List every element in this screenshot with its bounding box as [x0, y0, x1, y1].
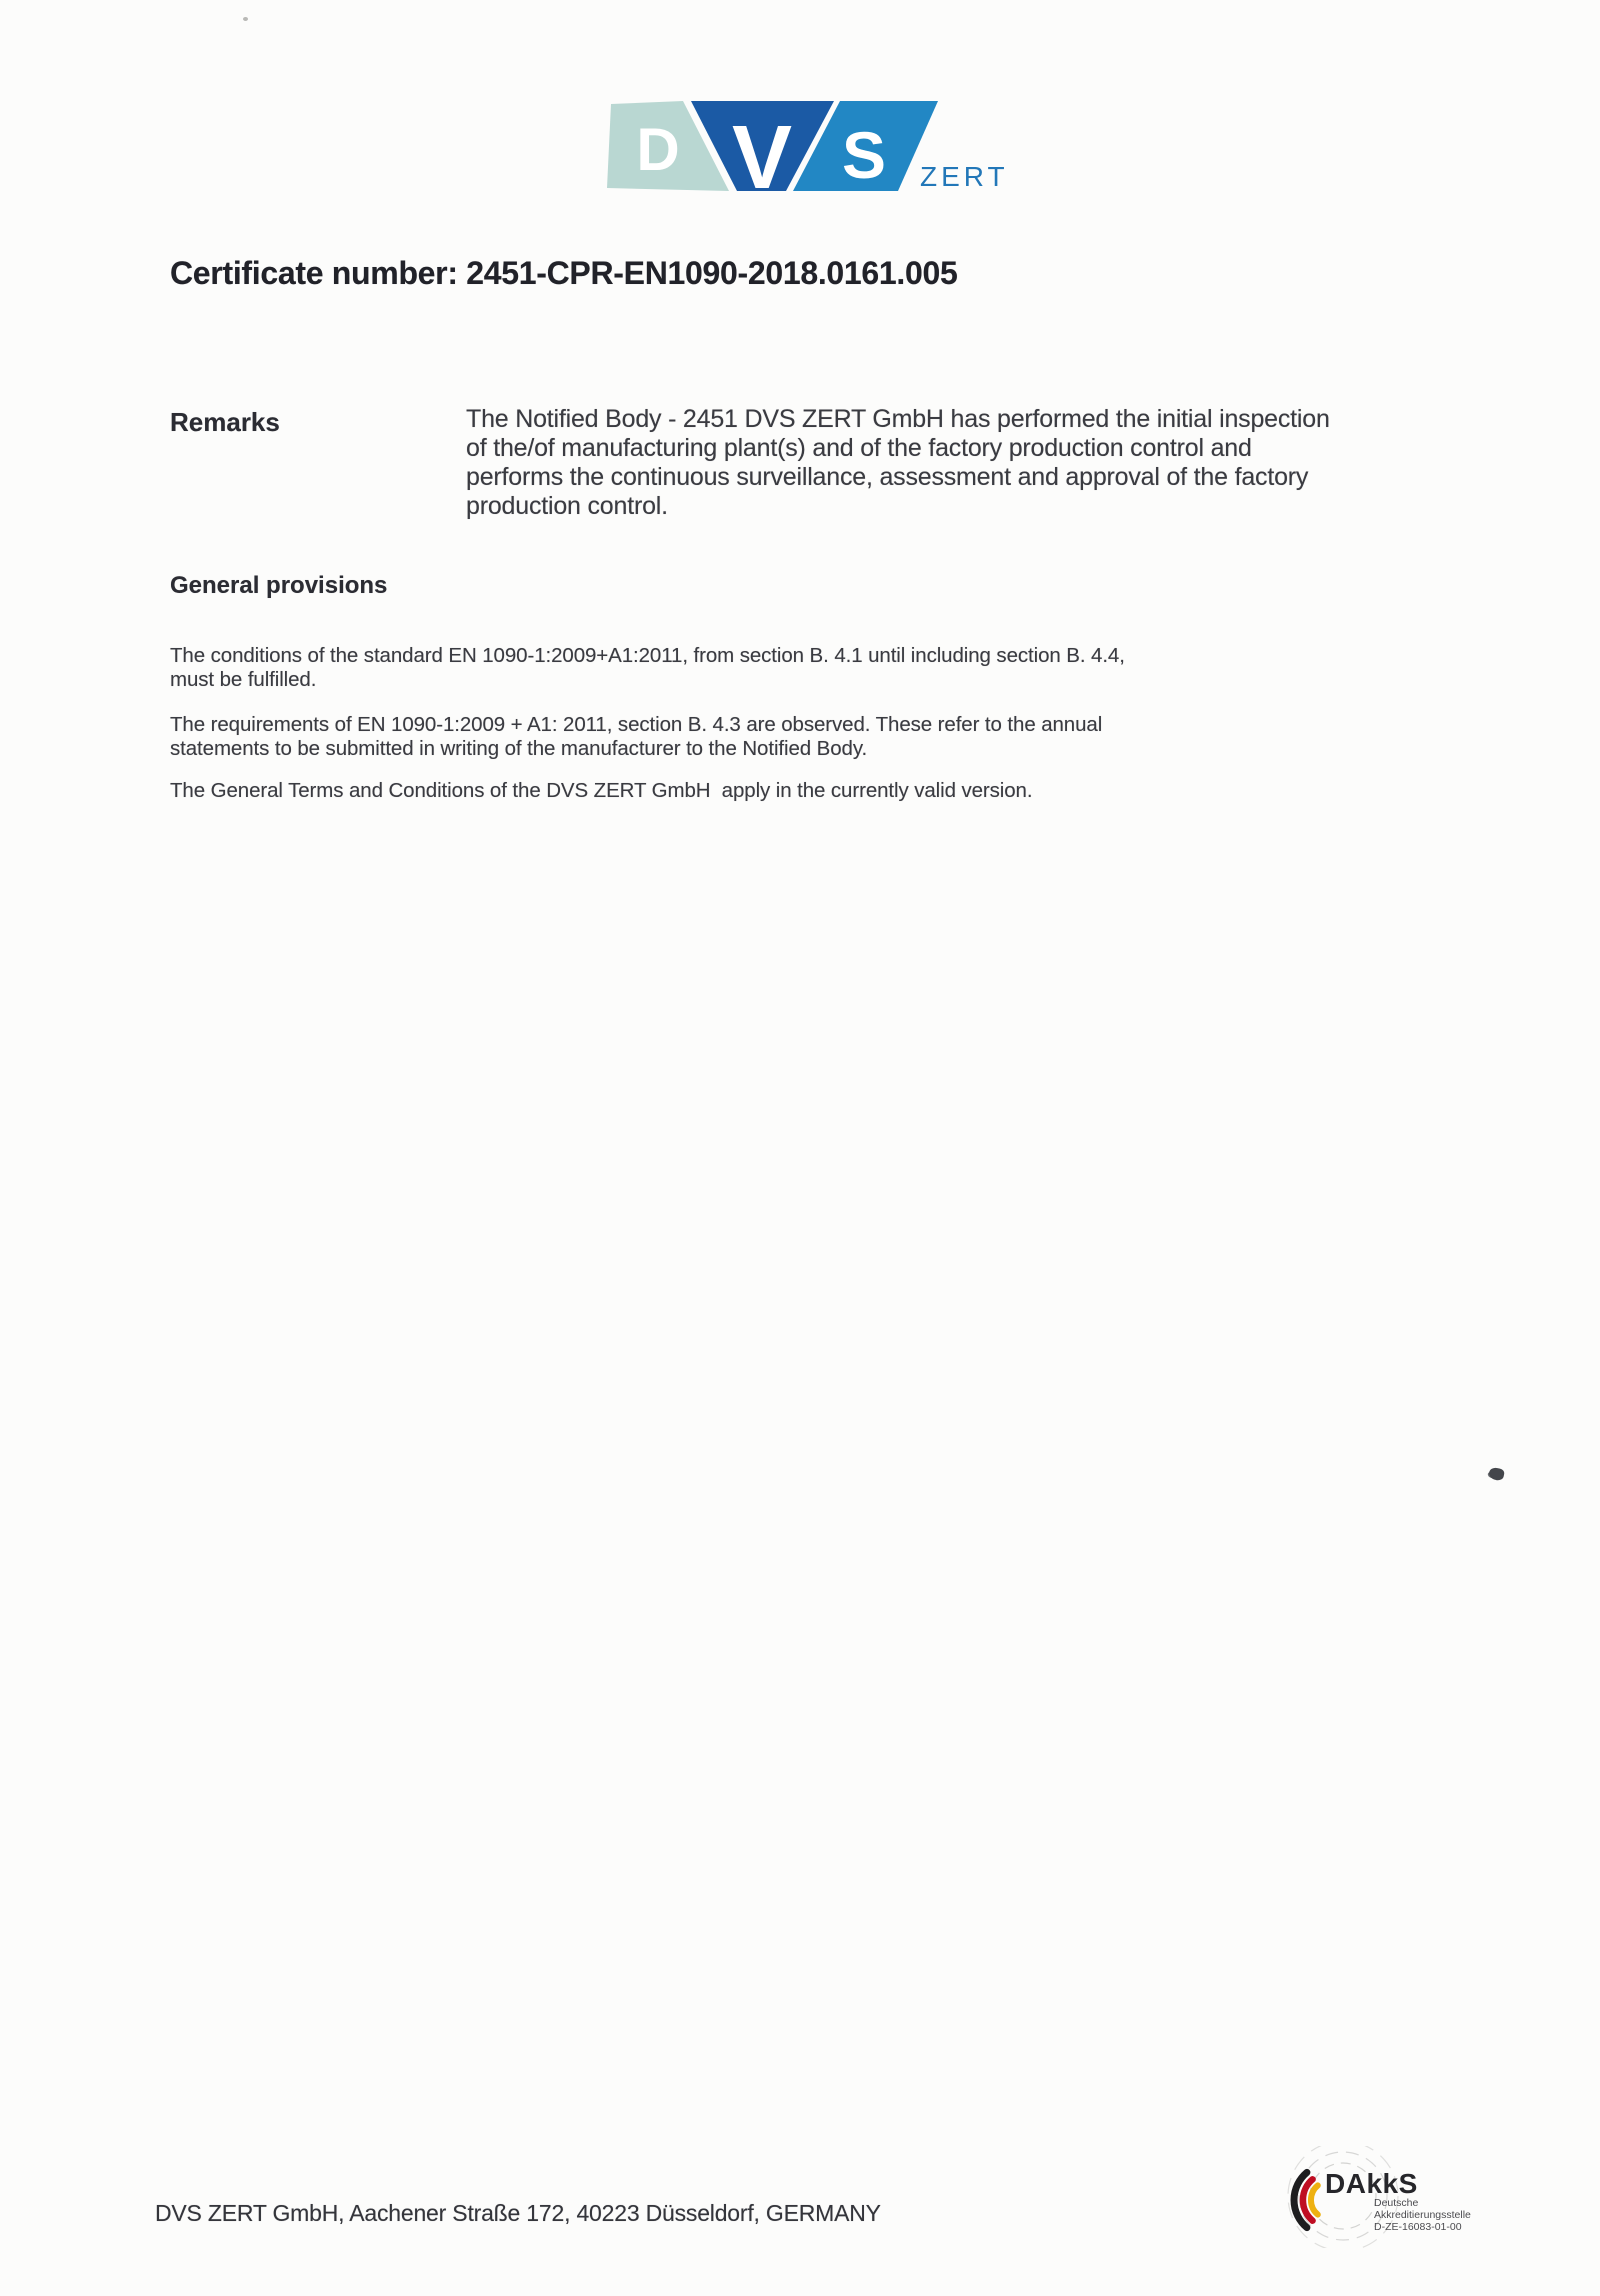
- remarks-line: The Notified Body - 2451 DVS ZERT GmbH has performed the initial inspection: [466, 405, 1330, 433]
- ink-smudge: [1488, 1467, 1505, 1482]
- logo-letter-s: S: [841, 118, 887, 192]
- paragraph-line: The conditions of the standard EN 1090-1:2009+A1:2011, from section B. 4.1 until including section B. 4.4,: [170, 644, 1125, 667]
- remarks-label: Remarks: [170, 407, 280, 437]
- remarks-text: [466, 405, 1330, 521]
- dakks-subline-1: Deutsche: [1374, 2197, 1419, 2209]
- dakks-subline-2: Akkreditierungsstelle: [1374, 2209, 1471, 2221]
- paragraph-line: must be fulfilled.: [170, 667, 317, 691]
- remarks-line: of the/of manufacturing plant(s) and of the factory production control and: [466, 434, 1252, 462]
- provision-paragraph: [170, 779, 1032, 803]
- logo-zert-text: ZERT: [920, 161, 1009, 192]
- paragraph-line: The General Terms and Conditions of the DVS ZERT GmbH apply in the currently valid version.: [170, 779, 1033, 802]
- dvs-zert-logo: [602, 96, 1014, 196]
- dakks-accreditation-logo: [1281, 2146, 1496, 2248]
- general-provisions-heading: General provisions: [170, 572, 388, 599]
- provision-paragraph: [170, 713, 1102, 760]
- dakks-subline-3: D-ZE-16083-01-00: [1374, 2221, 1462, 2233]
- logo-letter-d: D: [636, 116, 680, 183]
- paragraph-line: The requirements of EN 1090-1:2009 + A1: 2011, section B. 4.3 are observed. These refer to the annual: [170, 713, 1103, 736]
- scan-speck: [243, 17, 248, 21]
- footer-address: DVS ZERT GmbH, Aachener Straße 172, 40223 Düsseldorf, GERMANY: [155, 2200, 881, 2226]
- remarks-line: production control.: [466, 492, 668, 520]
- provision-paragraph: [170, 644, 1125, 691]
- dakks-yellow-arc: [1311, 2185, 1318, 2214]
- logo-letter-v: V: [731, 108, 793, 196]
- paragraph-line: statements to be submitted in writing of the manufacturer to the Notified Body.: [170, 736, 868, 760]
- remarks-line: performs the continuous surveillance, assessment and approval of the factory: [466, 463, 1309, 491]
- dakks-wordmark: DAkkS: [1325, 2168, 1418, 2199]
- certificate-number: Certificate number: 2451-CPR-EN1090-2018.0161.005: [170, 255, 958, 291]
